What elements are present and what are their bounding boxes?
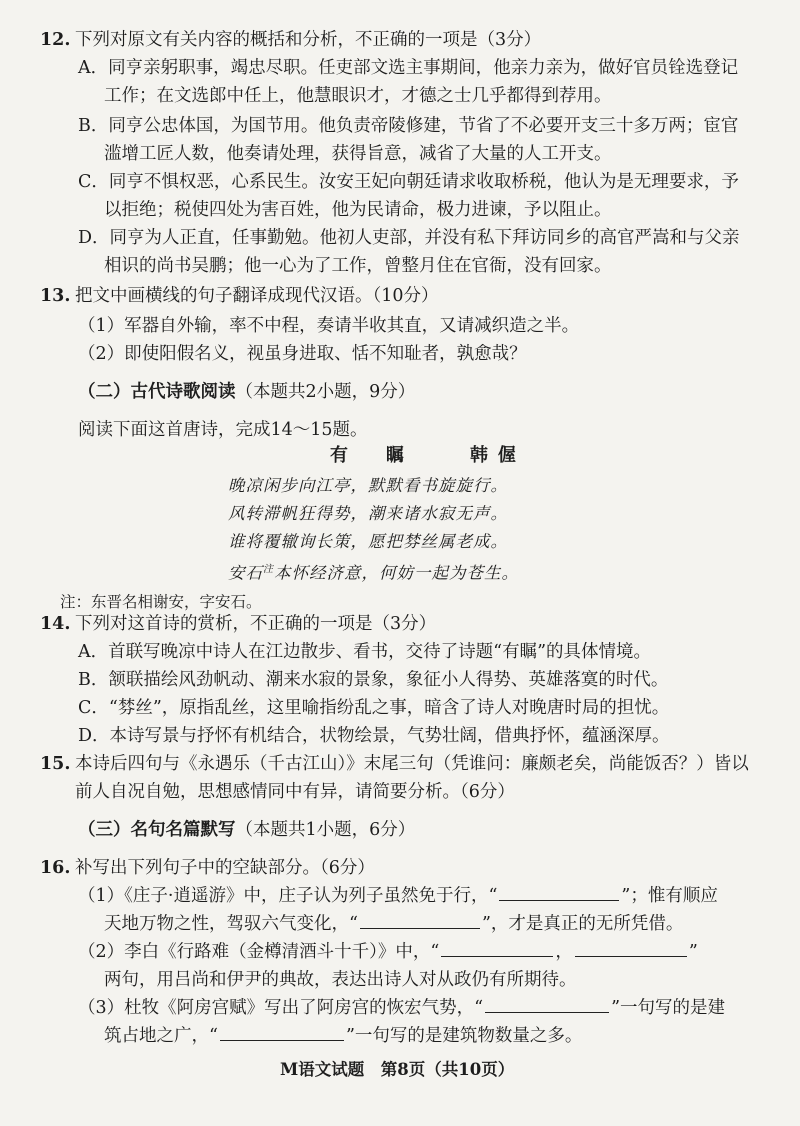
q16-part-2-comma: ， [555, 942, 573, 962]
q12-number: 12. [40, 30, 71, 50]
q16-part-1-line1 [78, 884, 718, 908]
q14-option-b: B．颔联描绘风劲帆动、潮来水寂的景象，象征小人得势、英雄落寞的时代。 [78, 670, 669, 690]
q16-stem: 补写出下列句子中的空缺部分。（6分） [75, 858, 375, 878]
q14-stem: 下列对这首诗的赏析，不正确的一项是（3分） [75, 614, 437, 634]
q16-part-2-line1 [78, 940, 698, 964]
answer-blank[interactable] [485, 996, 609, 1013]
q12-option-b-line2: 滥增工匠人数，他奏请处理，获得旨意，减省了大量的人工开支。 [104, 144, 612, 164]
q16-part-2-line2: 两句，用吕尚和伊尹的典故，表达出诗人对从政仍有所期待。 [104, 970, 577, 990]
q14-number: 14. [40, 614, 71, 634]
poem-line-1: 晚凉闲步向江亭，默默看书旋旋行。 [228, 476, 508, 495]
section-3-title: （三）名句名篇默写 [78, 820, 236, 840]
q13-sentence-1: （1）军器自外输，率不中程，奏请半收其直，又请减织造之半。 [78, 316, 580, 336]
q14-option-d: D．本诗写景与抒怀有机结合，状物绘景，气势壮阔，借典抒怀，蕴涵深厚。 [78, 726, 670, 746]
answer-blank[interactable] [441, 940, 553, 957]
section-2-heading [78, 380, 415, 404]
q15-number: 15. [40, 754, 71, 774]
poem-title: 有 瞩 韩偓 [330, 445, 526, 466]
q13-sentence-2: （2）即使阳假名义，视虽身进取、恬不知耻者，孰愈哉？ [78, 344, 527, 364]
answer-blank[interactable] [575, 940, 687, 957]
poem-line-3: 谁将覆辙询长策，愿把棼丝属老成。 [228, 532, 508, 551]
section-2-note: （本题共2小题，9分） [235, 382, 416, 402]
q16-part-2-text-a: （2）李白《行路难（金樽清酒斗十千）》中，“ [78, 942, 440, 962]
q12-stem: 下列对原文有关内容的概括和分析，不正确的一项是（3分） [75, 30, 542, 50]
q15-line-2: 前人自况自勉，思想感情同中有异，请简要分析。（6分） [75, 782, 515, 802]
page-footer: M语文试题 第8页（共10页） [280, 1060, 515, 1079]
q16-part-3-text-b: ”一句写的是建 [611, 998, 726, 1018]
poem-line-4-end: 本怀经济意，何妨一起为苍生。 [274, 563, 519, 583]
poem-line-4 [228, 558, 519, 586]
q14-option-a: A．首联写晚凉中诗人在江边散步、看书，交待了诗题“有瞩”的具体情境。 [78, 642, 652, 662]
poem-line-4-start: 安石 [228, 563, 263, 583]
section-2-title: （二）古代诗歌阅读 [78, 382, 236, 402]
answer-blank[interactable] [499, 884, 619, 901]
section-3-note: （本题共1小题，6分） [235, 820, 416, 840]
q12-option-a-line1: A．同亨亲躬职事，竭忠尽职。任吏部文选主事期间，他亲力亲为，做好官员铨选登记 [78, 58, 739, 78]
q12-option-d-line2: 相识的尚书吴鹏；他一心为了工作，曾整月住在官衙，没有回家。 [104, 256, 612, 276]
section-3-heading [78, 818, 415, 842]
section-2-intro: 阅读下面这首唐诗，完成14～15题。 [78, 420, 368, 440]
q16-part-1-line2 [104, 912, 683, 936]
q12-option-b-line1: B．同亨公忠体国，为国节用。他负责帝陵修建，节省了不必要开支三十多万两；宦官 [78, 116, 739, 136]
q12-option-a-line2: 工作；在文选郎中任上，他慧眼识才，才德之士几乎都得到荐用。 [104, 86, 612, 106]
q16-part-2-end-quote: ” [688, 942, 698, 962]
answer-blank[interactable] [220, 1024, 344, 1041]
q16-part-3-text-a: （3）杜牧《阿房宫赋》写出了阿房宫的恢宏气势，“ [78, 998, 484, 1018]
answer-blank[interactable] [360, 912, 480, 929]
q12-option-d-line1: D．同亨为人正直，任事勤勉。他初人吏部，并没有私下拜访同乡的高官严嵩和与父亲 [78, 228, 740, 248]
q16-part-1-text-c: 天地万物之性，驾驭六气变化，“ [104, 914, 358, 934]
poem-line-2: 风转滞帆狂得势，潮来诸水寂无声。 [228, 504, 508, 523]
poem-footnote-marker: 注 [263, 564, 274, 575]
q12-option-c-line2: 以拒绝；税使四处为害百姓，他为民请命，极力进谏，予以阻止。 [104, 200, 612, 220]
q16-part-3-line2 [104, 1024, 582, 1048]
q15-line-1: 本诗后四句与《永遇乐（千古江山）》末尾三句（凭谁问：廉颇老矣，尚能饭否？）皆以 [75, 754, 749, 774]
q14-option-c: C．“棼丝”，原指乱丝，这里喻指纷乱之事，暗含了诗人对晚唐时局的担忧。 [78, 698, 670, 718]
q16-number: 16. [40, 858, 71, 878]
q16-part-3-line1 [78, 996, 725, 1020]
q16-part-1-text-d: ”，才是真正的无所凭借。 [481, 914, 684, 934]
poem-footnote: 注：东晋名相谢安，字安石。 [60, 593, 262, 611]
q16-part-3-text-c: 筑占地之广，“ [104, 1026, 218, 1046]
q13-stem: 把文中画横线的句子翻译成现代汉语。（10分） [75, 286, 439, 306]
q13-number: 13. [40, 286, 71, 306]
q16-part-1-text-b: ”；惟有顺应 [621, 886, 718, 906]
q12-option-c-line1: C．同亨不惧权恶，心系民生。汝安王妃向朝廷请求收取桥税，他认为是无理要求，予 [78, 172, 739, 192]
q16-part-3-text-d: ”一句写的是建筑物数量之多。 [345, 1026, 583, 1046]
q16-part-1-text-a: （1）《庄子·逍遥游》中，庄子认为列子虽然免于行，“ [78, 886, 498, 906]
